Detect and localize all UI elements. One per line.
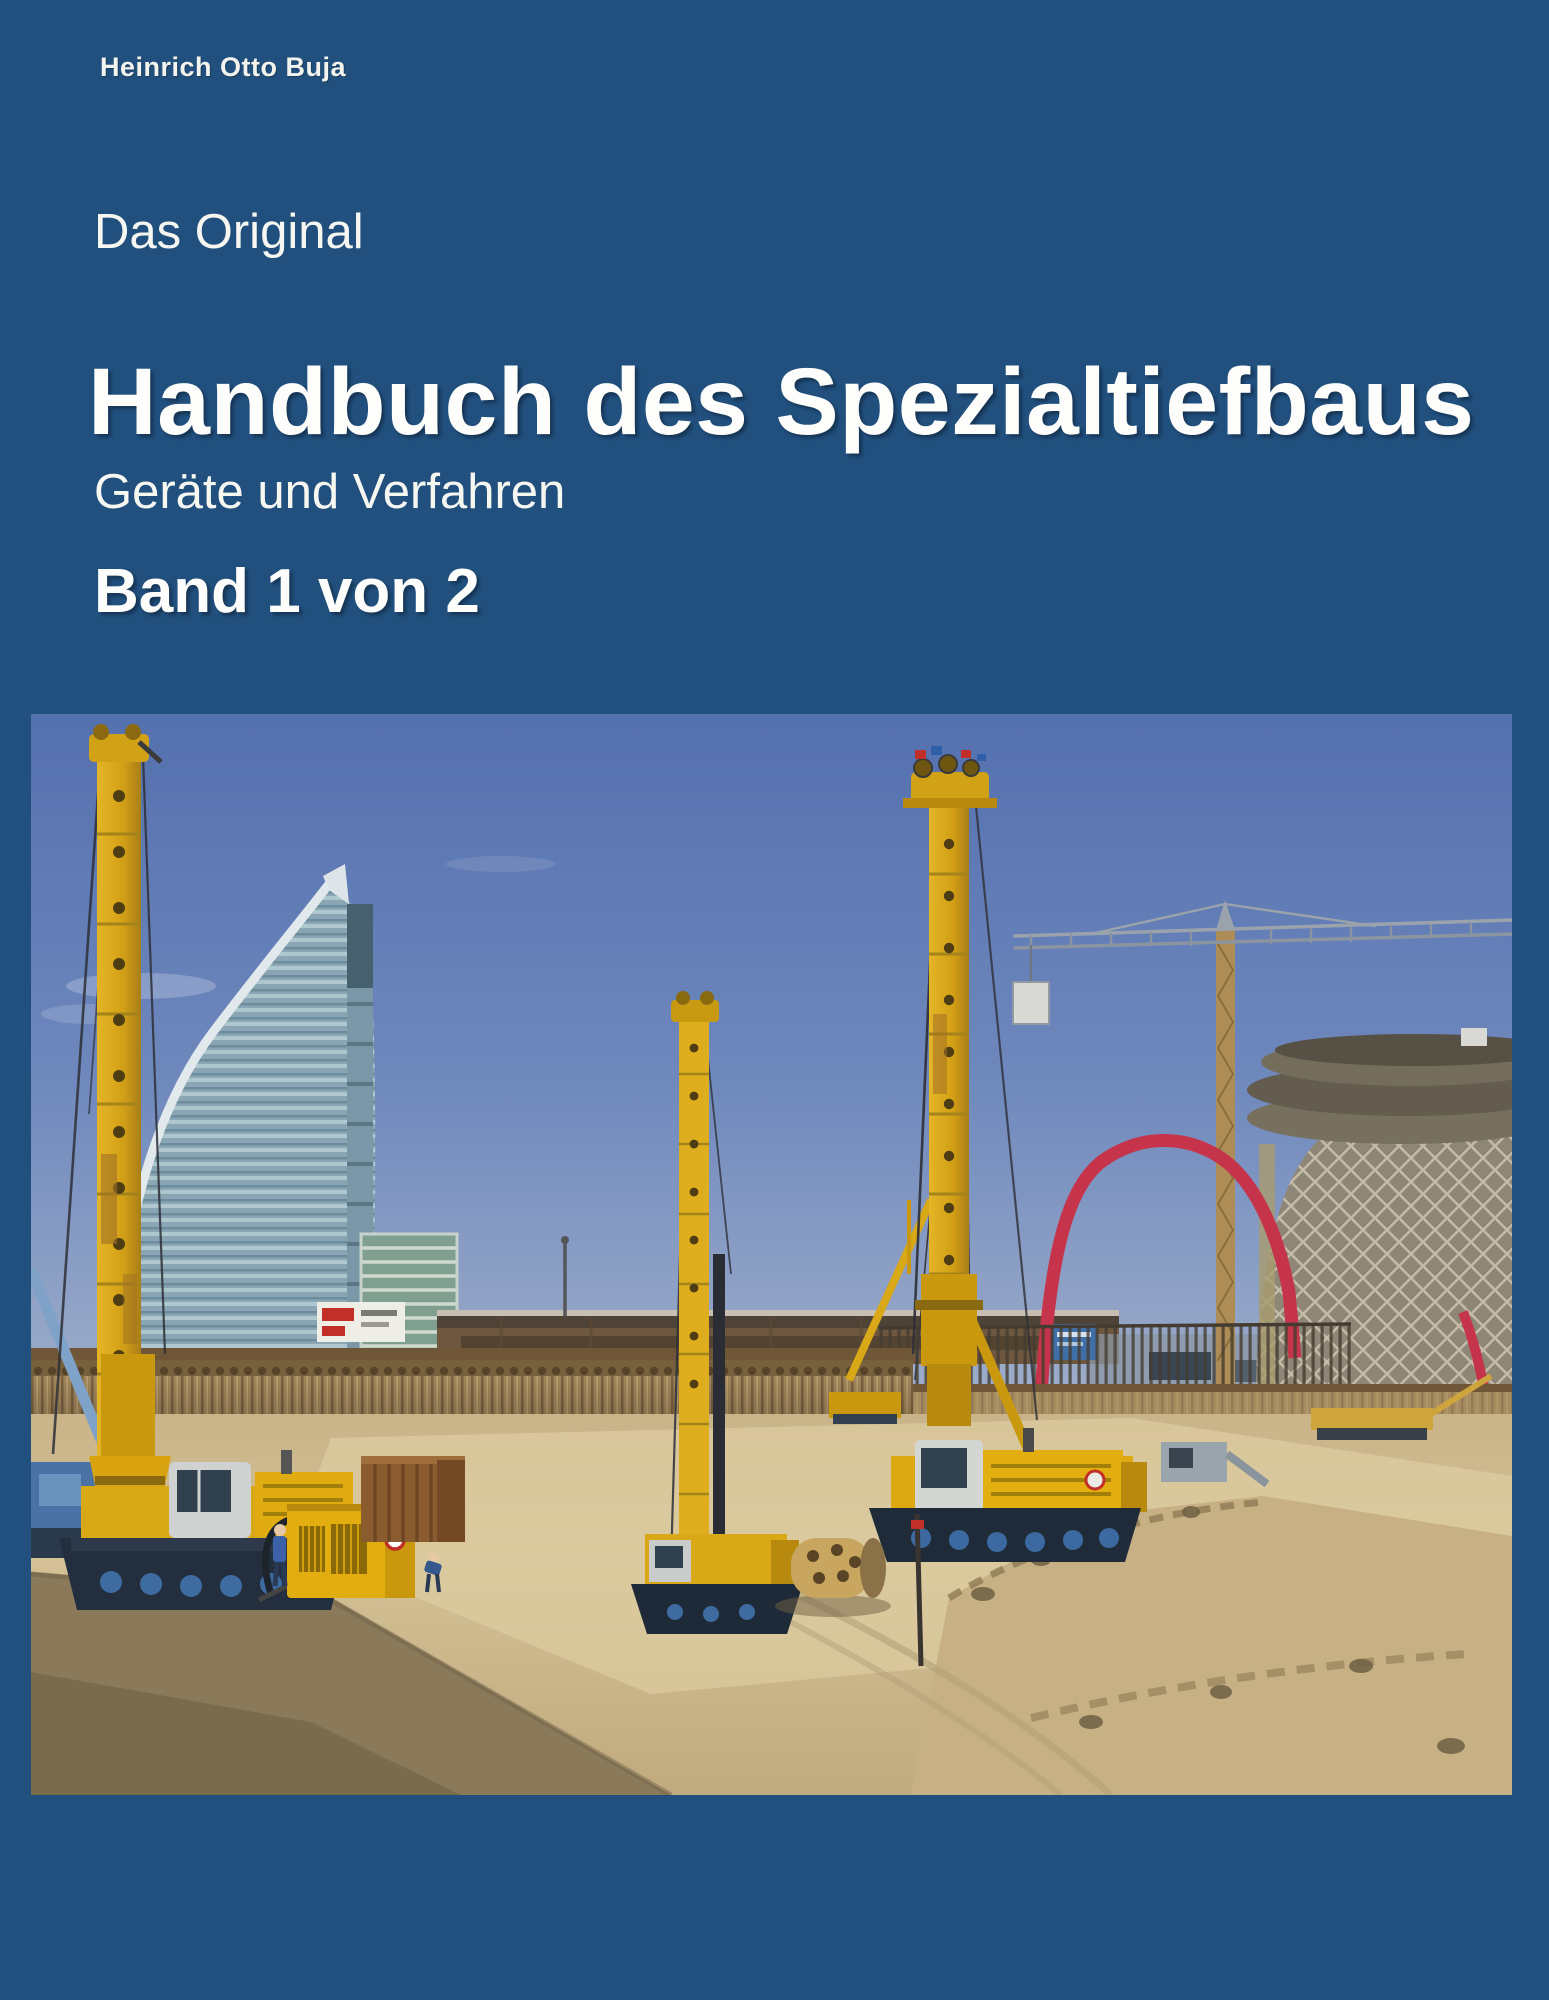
book-title: Handbuch des Spezialtiefbaus <box>88 349 1475 455</box>
volume-label: Band 1 von 2 <box>94 557 480 626</box>
book-subtitle: Geräte und Verfahren <box>94 465 566 519</box>
author-name: Heinrich Otto Buja <box>100 52 347 82</box>
cover-photo <box>31 714 1512 1795</box>
series-kicker: Das Original <box>94 205 364 259</box>
casing-stack <box>361 1456 465 1542</box>
